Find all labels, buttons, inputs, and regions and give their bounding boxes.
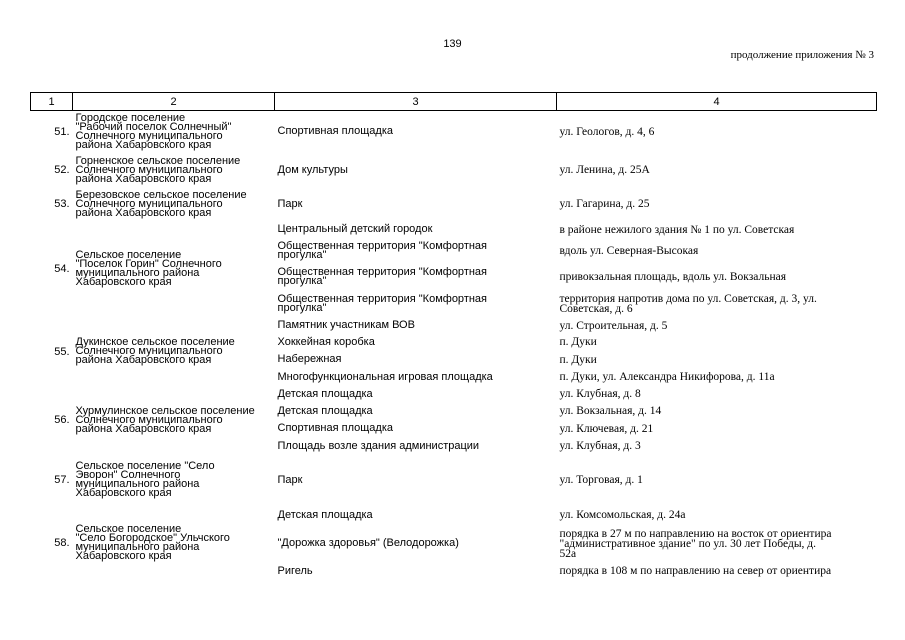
table-row (31, 111, 877, 153)
object-name: Памятник участникам ВОВ (277, 319, 415, 331)
object-address: ул. Ключевая, д. 21 (559, 422, 654, 435)
object-address: п. Дуки, ул. Александра Никифорова, д. 11а (559, 371, 775, 383)
column-header-3: 3 (275, 93, 557, 111)
table-row (31, 455, 877, 506)
table-row (31, 318, 877, 334)
row-number: 51. (54, 125, 70, 138)
settlement-name: Сельское поселение "Поселок Горин" Солнечного муниципального района Хабаровского края (75, 249, 222, 288)
settlement-name: Горненское сельское поселение Солнечного муниципального района Хабаровского края (75, 154, 241, 185)
settlement-name: Березовское сельское поселение Солнечного муниципального района Хабаровского края (75, 188, 247, 219)
object-name: Спортивная площадка (277, 125, 393, 138)
object-name: Дом культуры (277, 163, 348, 176)
table-header-row (31, 93, 877, 111)
object-name: Общественная территория "Комфортная прогулка" (277, 293, 487, 314)
object-address: п. Дуки (559, 353, 597, 366)
object-name: Детская площадка (277, 404, 373, 417)
object-name: Площадь возле здания администрации (277, 439, 480, 452)
object-name: Спортивная площадка (277, 422, 393, 434)
object-address: ул. Геологов, д. 4, 6 (559, 125, 655, 138)
object-address: вдоль ул. Северная-Высокая (559, 244, 699, 257)
object-address: ул. Клубная, д. 3 (559, 440, 641, 452)
row-number: 57. (54, 474, 70, 486)
row-number: 55. (54, 345, 70, 358)
row-number: 52. (54, 164, 70, 176)
settlement-name: Городское поселение "Рабочий поселок Солнечный" Солнечного муниципального района Хабаровского края (75, 111, 232, 151)
row-number: 58. (54, 536, 70, 549)
object-name: Хоккейная коробка (277, 335, 375, 348)
row-number: 54. (54, 263, 70, 275)
table-row (31, 221, 877, 239)
object-address: в районе нежилого здания № 1 по ул. Советская (559, 223, 795, 236)
settlement-name: Дукинское сельское поселение Солнечного муниципального района Хабаровского края (75, 336, 235, 366)
settlement-name: Сельское поселение "Село Эворон" Солнечного муниципального района Хабаровского края (75, 460, 215, 499)
object-name: Парк (277, 197, 303, 210)
object-name: Набережная (277, 353, 342, 365)
continuation-label: продолжение приложения № 3 (730, 49, 874, 61)
object-address: п. Дуки (559, 336, 597, 348)
object-name: Ригель (277, 564, 313, 577)
object-name: Детская площадка (277, 387, 373, 400)
object-address: ул. Вокзальная, д. 14 (559, 405, 662, 417)
object-address: привокзальная площадь, вдоль ул. Вокзальная (559, 270, 787, 283)
object-address: ул. Ленина, д. 25А (559, 164, 650, 176)
object-name: "Дорожка здоровья" (Велодорожка) (277, 537, 459, 549)
table-row (31, 506, 877, 525)
row-number: 56. (54, 414, 70, 426)
object-address: ул. Клубная, д. 8 (559, 388, 641, 400)
appendix-table (30, 92, 877, 580)
object-name: Многофункциональная игровая площадка (277, 370, 493, 383)
object-address: порядка в 108 м по направлению на север от ориентира (559, 565, 832, 577)
column-header-4: 4 (557, 93, 877, 111)
table-row (31, 188, 877, 221)
table-body (31, 111, 877, 580)
object-address: ул. Комсомольская, д. 24а (559, 509, 686, 521)
settlement-name: Сельское поселение "Село Богородское" Ульчского муниципального района Хабаровского края (75, 522, 230, 562)
column-header-2: 2 (73, 93, 275, 111)
object-address: территория напротив дома по ул. Советская, д. 3, ул. Советская, д. 6 (559, 293, 817, 315)
object-address: порядка в 27 м по направлению на восток от ориентира "административное здание" по ул. 30 лет Победы, д. 52а (559, 527, 832, 560)
column-header-1: 1 (31, 93, 73, 111)
object-name: Общественная территория "Комфортная прогулка" (277, 239, 487, 261)
table-row (31, 153, 877, 188)
object-name: Центральный детский городок (277, 223, 433, 235)
row-number: 53. (54, 198, 70, 210)
page-number: 139 (443, 38, 462, 50)
object-address: ул. Строительная, д. 5 (559, 319, 668, 332)
object-address: ул. Торговая, д. 1 (559, 474, 643, 486)
object-name: Детская площадка (277, 508, 373, 521)
settlement-name: Хурмулинское сельское поселение Солнечного муниципального района Хабаровского края (75, 404, 255, 435)
object-name: Парк (277, 473, 303, 486)
table-row (31, 386, 877, 403)
object-name: Общественная территория "Комфортная прогулка" (277, 265, 487, 287)
object-address: ул. Гагарина, д. 25 (559, 198, 650, 210)
